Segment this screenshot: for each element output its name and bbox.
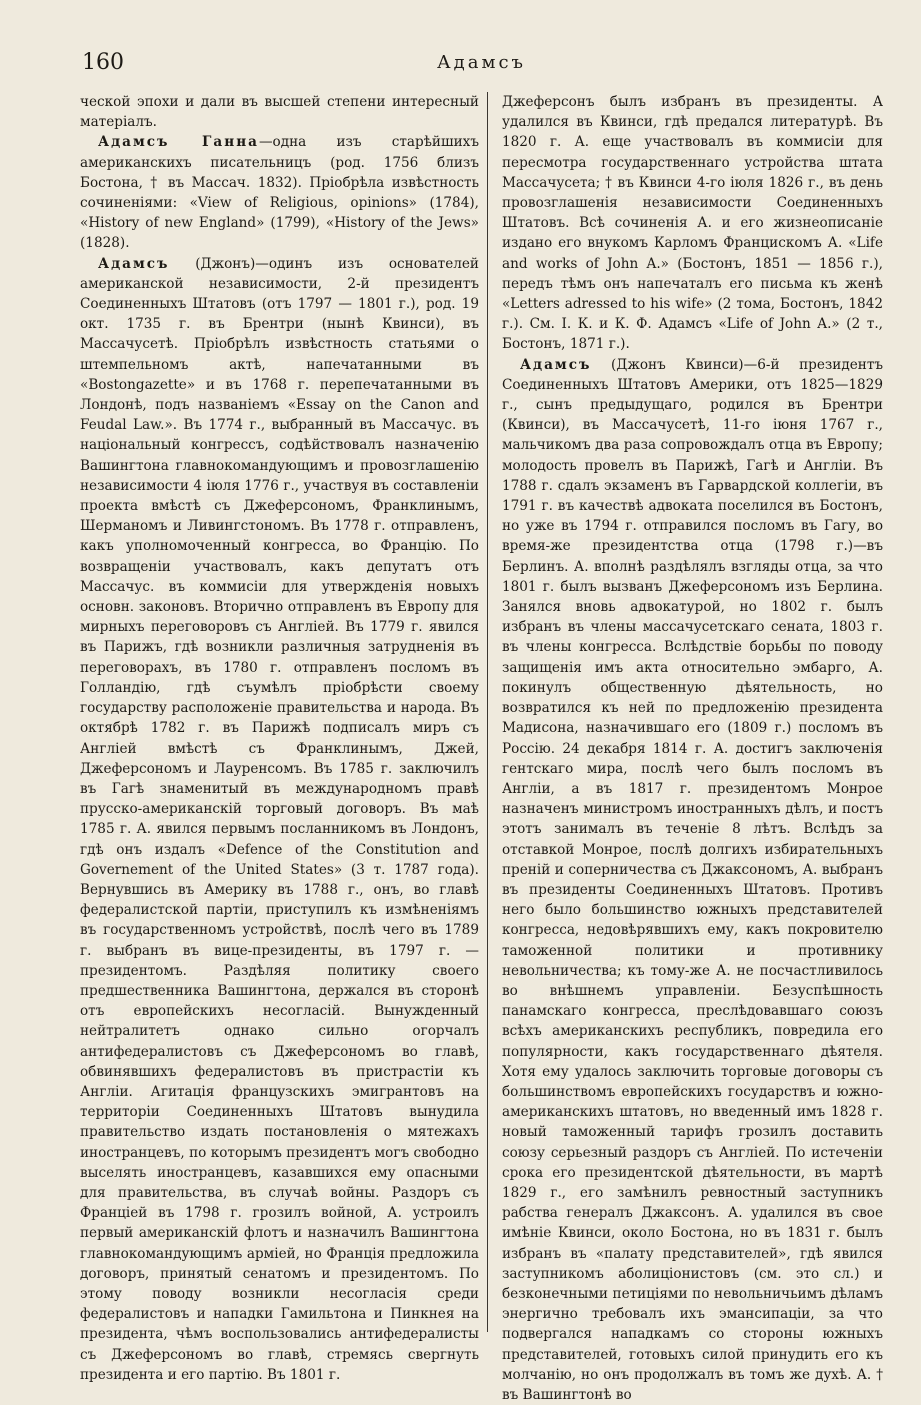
entry-adams-john-quincy	[502, 355, 883, 1405]
headword: Адамсъ	[519, 356, 592, 373]
entry-body: (Джонъ Квинси)—6-й президентъ Соединенныхъ Штатовъ Америки, отъ 1825—1829 г., сынъ предыдущаго, родился въ Брентри (Квинси), въ Массачусетѣ, 11-го іюня 1767 г., мальчикомъ два раза сопровождалъ отца въ Европу; молодость провелъ въ Парижѣ, Гагѣ и Англіи. Въ 1788 г. сдалъ экзаменъ въ Гарвардской коллегіи, въ 1791 г. въ качествѣ адвоката поселился въ Бостонъ, но уже въ 1794 г. отправился посломъ въ Гагу, во время-же президентства отца (1798 г.)—въ Берлинъ. А. вполнѣ раздѣлялъ взгляды отца, за что 1801 г. былъ вызванъ Джеферсономъ изъ Берлина. Занялся вновь адвокатурой, но 1802 г. былъ избранъ въ члены массачусетскаго сената, 1803 г. въ члены конгресса. Вслѣдствіе борьбы по поводу защищенія имъ акта относительно эмбарго, А. покинулъ общественную дѣятельность, но возвратился къ ней по предложенію президента Мадисона, назначившаго его (1809 г.) посломъ въ Россію. 24 декабря 1814 г. А. достигъ заключенія гентскаго мира, послѣ чего былъ посломъ въ Англіи, а въ 1817 г. президентомъ Монрое назначенъ министромъ иностранныхъ дѣлъ, и постъ этотъ занималъ въ теченіе 8 лѣтъ. Вслѣдъ за отставкой Монрое, послѣ долгихъ избирательныхъ преній и соперничества съ Джаксономъ, А. выбранъ въ президенты Соединенныхъ Штатовъ. Противъ него было большинство южныхъ представителей конгресса, недовѣрявшихъ ему, какъ покровителю таможенной политики и противнику невольничества; къ тому-же А. не посчастливилось во внѣшнемъ управленіи. Безуспѣшность панамскаго конгресса, преслѣдовавшаго союзъ всѣхъ американскихъ республикъ, повредила его популярности, какъ государственнаго дѣятеля. Хотя ему удалось заключить торговые договоры съ большинствомъ европейскихъ государствъ и южно-американскихъ штатовъ, но введенный имъ 1828 г. новый таможенный тарифъ грозилъ доставить союзу серьезный раздоръ съ Англіей. По истеченіи срока его президентской дѣятельности, въ мартѣ 1829 г., его замѣнилъ ревностный заступникъ рабства генералъ Джаксонъ. А. удалился въ свое имѣніе Квинси, около Бостона, но въ 1831 г. былъ избранъ въ «палату представителей», гдѣ явился заступникомъ аболиціонистовъ (см. это сл.) и безконечными петиціями по невольничьимъ дѣламъ энергично требовалъ ихъ эмансипаціи, за что подвергался нападкамъ со стороны южныхъ представителей, готовыхъ силой принудить его къ молчанію, но онъ продолжалъ въ томъ же духѣ. А. † въ Вашингтонѣ во	[501, 356, 883, 1403]
text-columns	[80, 92, 883, 1403]
entry-adams-hanna	[80, 132, 479, 253]
headword: Адамсъ	[98, 255, 170, 272]
right-column	[487, 92, 883, 1403]
entry-body: (Джонъ)—одинъ изъ основателей американской независимости, 2-й президентъ Соединенныхъ Штатовъ (отъ 1797 — 1801 г.), род. 19 окт. 1735 г. въ Брентри (нынѣ Квинси), въ Массачусетѣ. Пріобрѣлъ извѣстность статьями о штемпельномъ актѣ, напечатанными въ «Bostongazette» и въ 1768 г. перепечатанными въ Лондонѣ, подъ названіемъ «Essay on the Canon and Feudal Law.». Въ 1774 г., выбранный въ Массачус. въ національный конгрессъ, содѣйствовалъ назначенію Вашингтона главнокомандующимъ и провозглашенію независимости 4 іюля 1776 г., участвуя въ составленіи проекта вмѣстѣ съ Джеферсономъ, Франклинымъ, Шерманомъ и Ливингстономъ. Въ 1778 г. отправленъ, какъ уполномоченный конгресса, во Францію. По возвращеніи участвовалъ, какъ депутатъ отъ Массачус. въ коммисіи для утвержденія новыхъ основн. законовъ. Вторично отправленъ въ Европу для мирныхъ переговоровъ съ Англіей. Въ 1779 г. явился въ Парижъ, гдѣ возникли различныя затрудненія въ переговорахъ, въ 1780 г. отправленъ посломъ въ Голландію, гдѣ съумѣлъ пріобрѣсти своему государству расположеніе правительства и народа. Въ октябрѣ 1782 г. въ Парижѣ подписалъ миръ съ Англіей вмѣстѣ съ Франклинымъ, Джей, Джеферсономъ и Лауренсомъ. Въ 1785 г. заключилъ въ Гагѣ знаменитый въ международномъ правѣ прусско-американскій торговый договоръ. Въ маѣ 1785 г. А. явился первымъ посланникомъ въ Лондонъ, гдѣ онъ издалъ «Defence of the Constitution and Governement of the United States» (3 т. 1787 года). Вернувшись въ Америку въ 1788 г., онъ, во главѣ федералистской партіи, приступилъ къ измѣненіямъ въ государственномъ устройствѣ, послѣ чего въ 1789 г. выбранъ въ вице-президенты, въ 1797 г. — президентомъ. Раздѣляя политику своего предшественника Вашингтона, держался въ сторонѣ отъ европейскихъ несогласій. Вынужденный нейтралитетъ однако сильно огорчалъ антифедералистовъ съ Джеферсономъ во главѣ, обвинявшихъ федералистовъ въ пристрастіи къ Англіи. Агитація французскихъ эмигрантовъ на территоріи Соединенныхъ Штатовъ вынудила правительство издать постановленія о мятежахъ иностранцевъ, по которымъ президентъ могъ свободно выселять иностранцевъ, казавшихся ему опасными для правительства, въ случаѣ войны. Раздоръ съ Франціей въ 1798 г. грозилъ войной, А. устроилъ первый американскій флотъ и назначилъ Вашингтона главнокомандующимъ арміей, но Франція предложила договоръ, принятый сенатомъ и президентомъ. По этому поводу возникли несогласія среди федералистовъ и нападки Гамильтона и Пинкнея на президента, чѣмъ воспользовались антифедералисты съ Джеферсономъ во главѣ, стремясь свергнуть президента и его партію. Въ 1801 г.	[80, 255, 479, 1383]
page-number: 160	[82, 50, 124, 75]
left-column	[80, 92, 479, 1383]
running-head: Адамсъ	[437, 52, 526, 73]
entry-continuation: Джеферсонъ былъ избранъ въ президенты. А удалился въ Квинси, гдѣ предался литературѣ. Въ 1820 г. А. еще участвовалъ въ коммисіи для пересмотра государственнаго устройства штата Массачусета; † въ Квинси 4-го іюля 1826 г., въ день провозглашенія независимости Соединенныхъ Штатовъ. Всѣ сочиненія А. и его жизнеописаніе издано его внукомъ Карломъ Францискомъ А. «Life and works of John A.» (Бостонъ, 1851 — 1856 г.), передъ тѣмъ онъ напечаталъ его письма къ женѣ «Letters adressed to his wife» (2 тома, Бостонъ, 1842 г.). См. I. К. и К. Ф. Адамсъ «Life of John A.» (2 т., Бостонъ, 1871 г.).	[501, 94, 883, 353]
entry-body: —одна изъ старѣйшихъ американскихъ писательницъ (род. 1756 близъ Бостона, † въ Массач. 1832). Пріобрѣла извѣстность сочиненіями: «View of Religious, opinions» (1784), «History of new England» (1799), «History of the Jews» (1828).	[80, 134, 479, 252]
headword: Адамсъ Ганна	[98, 134, 259, 151]
page-header	[80, 50, 883, 92]
entry-adams-john	[80, 254, 479, 1385]
entry-continuation: ческой эпохи и дали въ высшей степени интересный матеріалъ.	[80, 94, 479, 131]
